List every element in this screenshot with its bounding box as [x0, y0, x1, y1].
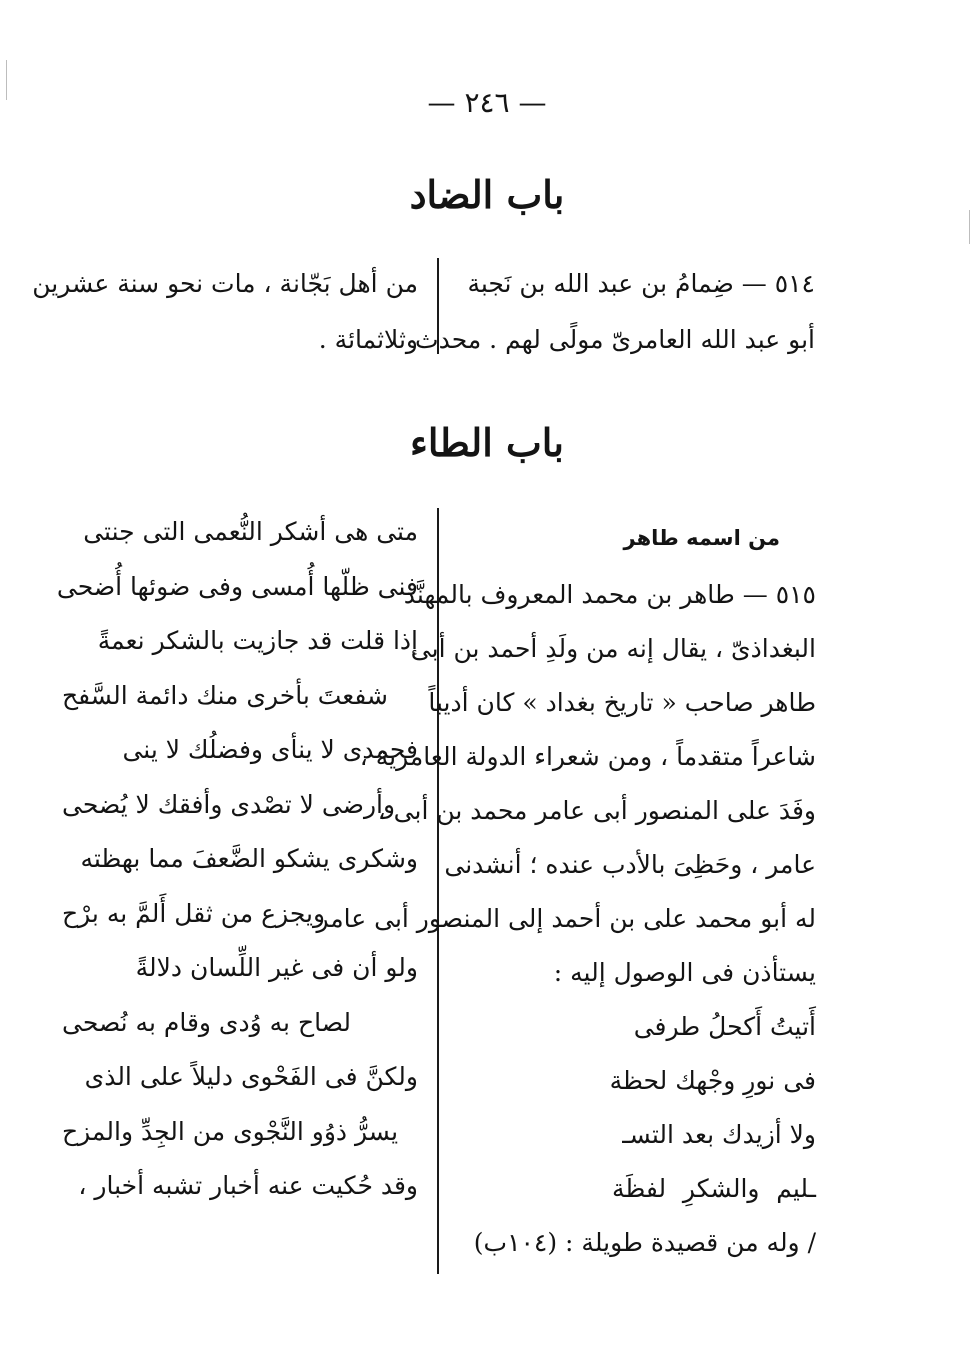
text-line: من أهل بَجّانة ، مات نحو سنة عشرين: [32, 269, 418, 298]
text-line: يستأذن فى الوصول إليه :: [553, 958, 816, 987]
verse-line: فى نورِ وجْهك لحظة: [609, 1066, 816, 1095]
poem-column: [56, 505, 418, 1214]
poem-line: شفعتَ بأخرى منك دائمة السَّفح: [62, 680, 388, 710]
text-line: وفَدَ على المنصور أبى عامر محمد بن أبى ،: [377, 796, 816, 825]
text-line: البغداذىّ ، يقال إنه من ولَدِ أحمد بن أبى: [410, 634, 816, 663]
text-line: وثلاثمائة .: [318, 325, 418, 354]
poem-line: لصاح به وُدى وقام به نُصحى: [62, 1007, 352, 1037]
verse-line: ولا أزيدك بعد التسـ: [622, 1120, 816, 1149]
text-line: أبو عبد الله العامرىّ مولًى لهم . محدث: [415, 325, 815, 354]
text-line: ٥١٤ — ضِمامُ بن عبد الله بن نَجبة: [467, 269, 815, 298]
entry-514-right-column: [415, 256, 815, 368]
verse-line: أَتيتُ أَكحلُ طرفى: [633, 1012, 816, 1041]
entry-514-left-column: [32, 256, 418, 368]
verse-line: ـليم والشكرِ لفظَة: [612, 1174, 816, 1203]
poem-line: وأرضى لا تصْدى وأفقك لا يُضحى: [62, 789, 396, 819]
poem-line: فنى ظلّها أُمسى وفى ضوئها أُضحى: [56, 571, 418, 601]
prose-column: [316, 518, 816, 1270]
text-line: عامر ، وحَظِىَ بالأدب عنده ؛ أنشدنى: [444, 850, 816, 879]
section-title-dad: باب الضاد: [409, 172, 565, 217]
page-number: — ٢٤٦ —: [427, 86, 547, 119]
section-title-ta: باب الطاء: [410, 420, 564, 465]
text-line: ٥١٥ — طاهر بن محمد المعروف بالمهنَّد: [403, 580, 816, 609]
text-line: طاهر صاحب « تاريخ بغداد » كان أديباً: [428, 688, 816, 717]
poem-line: وقد حُكيت عنه أخبار تشبه أخبار ،: [78, 1171, 418, 1200]
text-line: شاعراً متقدماً ، ومن شعراء الدولة العامرية ،: [359, 742, 816, 771]
poem-line: متى هى أشكر النُّعمى التى جنتى: [83, 517, 418, 546]
closing-line: / وله من قصيدة طويلة : (١٠٤ب): [473, 1228, 816, 1257]
subheading: من اسمه طاهر: [623, 526, 780, 550]
poem-line: ولو أن فى غير اللِّسان دلالةً: [135, 953, 418, 982]
poem-line: فحمدى لا ينأى وفضلُك لا ينى: [122, 735, 418, 764]
poem-line: وشكرى يشكو الضَّعفَ مما بهظته: [80, 844, 418, 873]
poem-line: يسرُّ ذوُو النَّجْوى من الجِدِّ والمزح: [62, 1116, 399, 1146]
poem-line: إذا قلت قد جازيت بالشكر نعمةً: [97, 626, 418, 655]
poem-line: ولكنَّ فى الفَحْوى دليلاً على الذى: [84, 1062, 418, 1091]
text-line: له أبو محمد على بن أحمد إلى المنصور أبى عامر: [316, 904, 816, 933]
poem-line: ويجزع من ثقل أَلمَّ به برْح: [62, 898, 326, 928]
